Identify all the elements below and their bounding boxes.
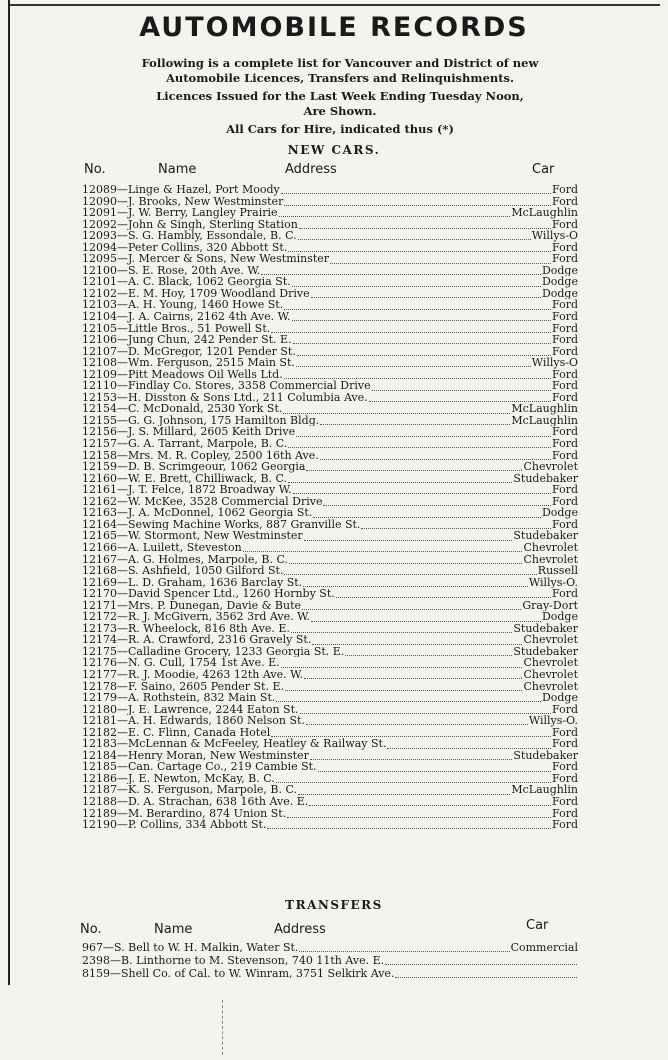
entry-car: Ford: [552, 368, 578, 381]
list-item: [82, 681, 578, 693]
entry-car: McLaughlin: [511, 207, 578, 219]
leader-dots: [297, 347, 551, 356]
entry-car: Ford: [552, 241, 578, 254]
entry-text: 12173—R. Wheelock, 816 8th Ave. E.: [82, 622, 290, 635]
entry-car: Ford: [552, 218, 578, 231]
entry-text: 12105—Little Bros., 51 Powell St.: [82, 322, 271, 335]
leader-dots: [267, 820, 551, 829]
entry-text: 12179—A. Rothstein, 832 Main St.: [82, 692, 276, 704]
list-item: [82, 380, 578, 392]
intro-line: Licences Issued for the Last Week Ending Tuesday Noon,: [156, 89, 524, 103]
leader-dots: [271, 324, 551, 333]
leader-dots: [298, 786, 510, 795]
new-cars-list: [82, 184, 578, 831]
list-item: [82, 346, 578, 358]
entry-car: Willys-O: [531, 357, 578, 369]
leader-dots: [395, 969, 577, 978]
column-header-address: Address: [285, 162, 337, 177]
entry-car: Ford: [552, 738, 578, 750]
leader-dots: [284, 370, 551, 379]
entry-car: Ford: [552, 703, 578, 716]
leader-dots: [318, 763, 551, 772]
entry-car: Ford: [552, 184, 578, 196]
leader-dots: [320, 451, 551, 460]
intro-line: Following is a complete list for Vancouver and District of new: [141, 56, 539, 70]
list-item: [82, 323, 578, 335]
list-item: [82, 669, 578, 681]
entry-text: 12165—W. Stormont, New Westminster: [82, 530, 303, 542]
entry-car: Chevrolet: [523, 668, 578, 681]
leader-dots: [385, 956, 577, 965]
leader-dots: [287, 809, 551, 818]
entry-car: Ford: [552, 426, 578, 439]
entry-text: 12106—Jung Chun, 242 Pender St. E.: [82, 334, 292, 346]
intro-line: Automobile Licences, Transfers and Relinquishments.: [165, 71, 515, 85]
entry-text: 12182—E. C. Flinn, Canada Hotel: [82, 726, 271, 739]
list-item: [82, 761, 578, 773]
leader-dots: [303, 578, 528, 587]
entry-text: 12155—G. G. Johnson, 175 Hamilton Bldg.: [82, 414, 320, 427]
leader-dots: [281, 659, 523, 668]
leader-dots: [336, 589, 551, 598]
leader-dots: [293, 335, 551, 344]
entry-car: Ford: [552, 772, 578, 785]
entry-car: Chevrolet: [523, 680, 578, 693]
entry-text: 12103—A. H. Young, 1460 Howe St.: [82, 299, 284, 312]
entry-text: 12167—A. G. Holmes, Marpole, B. C.: [82, 553, 288, 566]
entry-car: Ford: [552, 449, 578, 462]
transfers-header-no: No.: [80, 922, 102, 937]
list-item: [82, 542, 578, 554]
leader-dots: [320, 416, 510, 425]
leader-dots: [243, 543, 523, 552]
list-item: [82, 738, 578, 750]
entry-text: 12178—F. Saino, 2605 Pender St. E.: [82, 680, 284, 693]
entry-car: Ford: [552, 819, 578, 831]
leader-dots: [288, 474, 512, 483]
entry-car: Studebaker: [513, 749, 578, 762]
list-item: [82, 265, 578, 277]
entry-text: 12107—D. McGregor, 1201 Pender St.: [82, 345, 296, 358]
period-note: [60, 89, 620, 119]
list-item: [82, 657, 578, 669]
leader-dots: [330, 255, 551, 264]
entry-text: 12184—Henry Moran, New Westminster: [82, 749, 309, 762]
list-item: [82, 941, 578, 954]
leader-dots: [283, 405, 510, 414]
entry-car: Gray-Dort: [522, 599, 578, 612]
entry-car: Ford: [552, 807, 578, 820]
entry-car: Ford: [552, 726, 578, 739]
list-item: [82, 715, 578, 727]
list-item: [82, 577, 578, 589]
leader-dots: [312, 636, 522, 645]
leader-dots: [296, 358, 531, 367]
list-item: [82, 808, 578, 820]
entry-text: 12190—P. Collins, 334 Abbott St.: [82, 819, 267, 831]
entry-text: 12175—Calladine Grocery, 1233 Georgia St. E.: [82, 645, 345, 658]
list-item: [82, 219, 578, 231]
entry-text: 12166—A. Luilett, Steveston: [82, 541, 242, 554]
entry-text: 12186—J. E. Newton, McKay, B. C.: [82, 772, 275, 785]
entry-text: 12154—C. McDonald, 2530 York St.: [82, 403, 283, 415]
entry-car: Ford: [552, 438, 578, 450]
transfers-list: [82, 941, 578, 980]
list-item: [82, 750, 578, 762]
entry-text: 12102—E. M. Hoy, 1709 Woodland Drive: [82, 287, 310, 300]
list-item: [82, 496, 578, 508]
list-item: [82, 796, 578, 808]
top-rule: [8, 4, 660, 6]
entry-text: 12158—Mrs. M. R. Copley, 2500 16th Ave.: [82, 449, 319, 462]
entry-text: 12090—J. Brooks, New Westminster: [82, 195, 284, 208]
entry-car: Ford: [552, 253, 578, 265]
entry-car: Dodge: [541, 287, 578, 300]
entry-text: 12157—G. A. Tarrant, Marpole, B. C.: [82, 438, 288, 450]
entry-car: Studebaker: [513, 472, 578, 485]
list-item: [82, 646, 578, 658]
leader-dots: [289, 555, 522, 564]
entry-text: 12095—J. Mercer & Sons, New Westminster: [82, 253, 330, 265]
leader-dots: [288, 243, 551, 252]
entry-car: Chevrolet: [523, 657, 578, 669]
entry-text: 12161—J. T. Felce, 1872 Broadway W.: [82, 484, 292, 496]
entry-car: Chevrolet: [523, 461, 578, 473]
list-item: [82, 704, 578, 716]
entry-text: 12101—A. C. Black, 1062 Georgia St.: [82, 276, 291, 288]
entry-car: Ford: [552, 334, 578, 346]
leader-dots: [299, 943, 509, 952]
entry-car: Ford: [552, 484, 578, 496]
leader-dots: [299, 220, 551, 229]
list-item: [82, 450, 578, 462]
entry-text: 12159—D. B. Scrimgeour, 1062 Georgia: [82, 461, 306, 473]
leader-dots: [292, 312, 552, 321]
list-item: [82, 369, 578, 381]
list-item: [82, 588, 578, 600]
entry-text: 12187—K. S. Ferguson, Marpole, B. C.: [82, 784, 297, 796]
list-item: [82, 196, 578, 208]
entry-car: Studebaker: [513, 645, 578, 658]
leader-dots: [271, 728, 551, 737]
list-item: [82, 565, 578, 577]
entry-car: McLaughlin: [511, 403, 578, 415]
entry-text: 12153—H. Disston & Sons Ltd., 211 Columbia Ave.: [82, 391, 368, 404]
entry-car: Commercial: [510, 941, 578, 954]
entry-car: Ford: [552, 380, 578, 392]
leader-dots: [261, 266, 541, 275]
list-item: [82, 507, 578, 519]
entry-text: 12171—Mrs. P. Dunegan, Davie & Bute: [82, 599, 301, 612]
leader-dots: [310, 751, 513, 760]
leader-dots: [284, 566, 536, 575]
list-item: [82, 334, 578, 346]
entry-car: Chevrolet: [523, 634, 578, 646]
intro-line: Are Shown.: [303, 104, 377, 118]
entry-text: 12108—Wm. Ferguson, 2515 Main St.: [82, 357, 295, 369]
column-header-name: Name: [158, 162, 197, 177]
new-cars-heading: NEW CARS.: [287, 143, 381, 157]
list-item: [82, 554, 578, 566]
list-item: [82, 954, 578, 967]
list-item: [82, 473, 578, 485]
leader-dots: [304, 532, 513, 541]
intro-text: [60, 56, 620, 86]
leader-dots: [292, 278, 541, 287]
leader-dots: [298, 231, 531, 240]
entry-text: 12189—M. Berardino, 874 Union St.: [82, 807, 287, 820]
entry-car: Studebaker: [513, 530, 578, 542]
list-item: [82, 530, 578, 542]
entry-text: 2398—B. Linthorne to M. Stevenson, 740 11th Ave. E.: [82, 954, 385, 967]
entry-car: Dodge: [541, 276, 578, 288]
entry-text: 12094—Peter Collins, 320 Abbott St.: [82, 241, 288, 254]
entry-car: Ford: [552, 299, 578, 312]
entry-text: 12180—J. E. Lawrence, 2244 Eaton St.: [82, 703, 299, 716]
list-item: [82, 967, 578, 980]
transfers-header-address: Address: [274, 922, 326, 937]
entry-text: 12168—S. Ashfield, 1050 Gilford St.: [82, 565, 284, 577]
leader-dots: [288, 439, 551, 448]
leader-dots: [311, 289, 541, 298]
entry-car: Russell: [537, 565, 578, 577]
leader-dots: [284, 197, 551, 206]
list-item: [82, 773, 578, 785]
entry-car: Willys-O: [531, 230, 578, 242]
list-item: [82, 623, 578, 635]
list-item: [82, 207, 578, 219]
leader-dots: [369, 393, 551, 402]
list-item: [82, 692, 578, 704]
list-item: [82, 253, 578, 265]
entry-text: 12104—J. A. Cairns, 2162 4th Ave. W.: [82, 311, 291, 323]
leader-dots: [387, 740, 551, 749]
leader-dots: [279, 208, 511, 217]
leader-dots: [291, 624, 513, 633]
entry-car: Ford: [552, 518, 578, 531]
entry-text: 12169—L. D. Graham, 1636 Barclay St.: [82, 576, 303, 589]
entry-text: 12091—J. W. Berry, Langley Prairie: [82, 207, 278, 219]
list-item: [82, 519, 578, 531]
list-item: [82, 611, 578, 623]
leader-dots: [284, 301, 551, 310]
entry-text: 12110—Findlay Co. Stores, 3358 Commercial Drive: [82, 380, 371, 392]
entry-car: Willys-O.: [528, 576, 578, 589]
leader-dots: [361, 520, 551, 529]
entry-text: 12172—R. J. McGivern, 3562 3rd Ave. W.: [82, 611, 310, 623]
list-item: [82, 426, 578, 438]
transfers-heading: TRANSFERS: [285, 898, 383, 912]
list-item: [82, 403, 578, 415]
transfers-header-name: Name: [154, 922, 193, 937]
leader-dots: [276, 774, 551, 783]
leader-dots: [311, 613, 541, 622]
entry-car: Ford: [552, 195, 578, 208]
leader-dots: [276, 693, 541, 702]
entry-text: 12188—D. A. Strachan, 638 16th Ave. E.: [82, 795, 309, 808]
leader-dots: [281, 185, 551, 194]
list-item: [82, 484, 578, 496]
entry-text: 12100—S. E. Rose, 20th Ave. W.: [82, 264, 261, 277]
list-item: [82, 299, 578, 311]
leader-dots: [306, 462, 522, 471]
list-item: [82, 819, 578, 831]
entry-car: Ford: [552, 322, 578, 335]
list-item: [82, 461, 578, 473]
entry-text: 12183—McLennan & McFeeley, Heatley & Railway St.: [82, 738, 387, 750]
list-item: [82, 727, 578, 739]
entry-text: 12170—David Spencer Ltd., 1260 Hornby St.: [82, 588, 335, 600]
entry-text: 12181—A. H. Edwards, 1860 Nelson St.: [82, 715, 305, 727]
entry-text: 12160—W. E. Brett, Chilliwack, B. C.: [82, 472, 288, 485]
entry-text: 12162—W. McKee, 3528 Commercial Drive: [82, 495, 323, 508]
entry-car: Ford: [552, 588, 578, 600]
entry-car: Studebaker: [513, 622, 578, 635]
leader-dots: [345, 647, 512, 656]
entry-car: Ford: [552, 761, 578, 773]
leader-dots: [285, 682, 522, 691]
transfers-header-car: Car: [526, 918, 549, 933]
entry-car: Dodge: [541, 611, 578, 623]
leader-dots: [313, 509, 541, 518]
list-item: [82, 242, 578, 254]
leader-dots: [300, 705, 552, 714]
entry-text: 12093—S. G. Hambly, Essondale, B. C.: [82, 230, 297, 242]
column-header-no: No.: [84, 162, 106, 177]
entry-car: Dodge: [541, 692, 578, 704]
list-item: [82, 276, 578, 288]
entry-car: Chevrolet: [523, 553, 578, 566]
leader-dots: [309, 797, 551, 806]
leader-dots: [304, 670, 522, 679]
leader-dots: [302, 601, 521, 610]
entry-car: Dodge: [541, 507, 578, 519]
list-item: [82, 288, 578, 300]
entry-car: Chevrolet: [523, 541, 578, 554]
entry-text: 12177—R. J. Moodie, 4263 12th Ave. W.: [82, 668, 303, 681]
page-title: AUTOMOBILE RECORDS: [139, 12, 529, 43]
list-item: [82, 311, 578, 323]
list-item: [82, 184, 578, 196]
entry-text: 12174—R. A. Crawford, 2316 Gravely St.: [82, 634, 312, 646]
entry-text: 8159—Shell Co. of Cal. to W. Winram, 3751 Selkirk Ave.: [82, 967, 395, 980]
entry-car: Willys-O.: [528, 715, 578, 727]
list-item: [82, 357, 578, 369]
list-item: [82, 230, 578, 242]
entry-car: Ford: [552, 495, 578, 508]
page-edge-mark: [222, 1000, 224, 1055]
list-item: [82, 392, 578, 404]
leader-dots: [293, 485, 551, 494]
entry-text: 12163—J. A. McDonnel, 1062 Georgia St.: [82, 507, 313, 519]
entry-text: 12176—N. G. Cull, 1754 1st Ave. E.: [82, 657, 280, 669]
entry-text: 12109—Pitt Meadows Oil Wells Ltd.: [82, 368, 283, 381]
entry-car: Dodge: [541, 264, 578, 277]
entry-car: McLaughlin: [511, 784, 578, 796]
leader-dots: [296, 428, 551, 437]
leader-dots: [306, 716, 528, 725]
list-item: [82, 415, 578, 427]
column-header-car: Car: [532, 162, 555, 177]
entry-car: McLaughlin: [511, 414, 578, 427]
leader-dots: [372, 382, 551, 391]
entry-text: 12185—Can. Cartage Co., 219 Cambie St.: [82, 761, 317, 773]
entry-text: 12156—J. S. Millard, 2605 Keith Drive: [82, 426, 296, 439]
entry-text: 12164—Sewing Machine Works, 887 Granville St.: [82, 518, 361, 531]
list-item: [82, 600, 578, 612]
list-item: [82, 784, 578, 796]
entry-text: 12089—Linge & Hazel, Port Moody: [82, 184, 280, 196]
entry-car: Ford: [552, 345, 578, 358]
leader-dots: [323, 497, 551, 506]
entry-car: Ford: [552, 311, 578, 323]
list-item: [82, 634, 578, 646]
entry-text: 967—S. Bell to W. H. Malkin, Water St.: [82, 941, 299, 954]
entry-car: Ford: [552, 391, 578, 404]
entry-car: Ford: [552, 795, 578, 808]
entry-text: 12092—John & Singh, Sterling Station: [82, 218, 298, 231]
list-item: [82, 438, 578, 450]
hire-note: All Cars for Hire, indicated thus (*): [226, 122, 454, 136]
